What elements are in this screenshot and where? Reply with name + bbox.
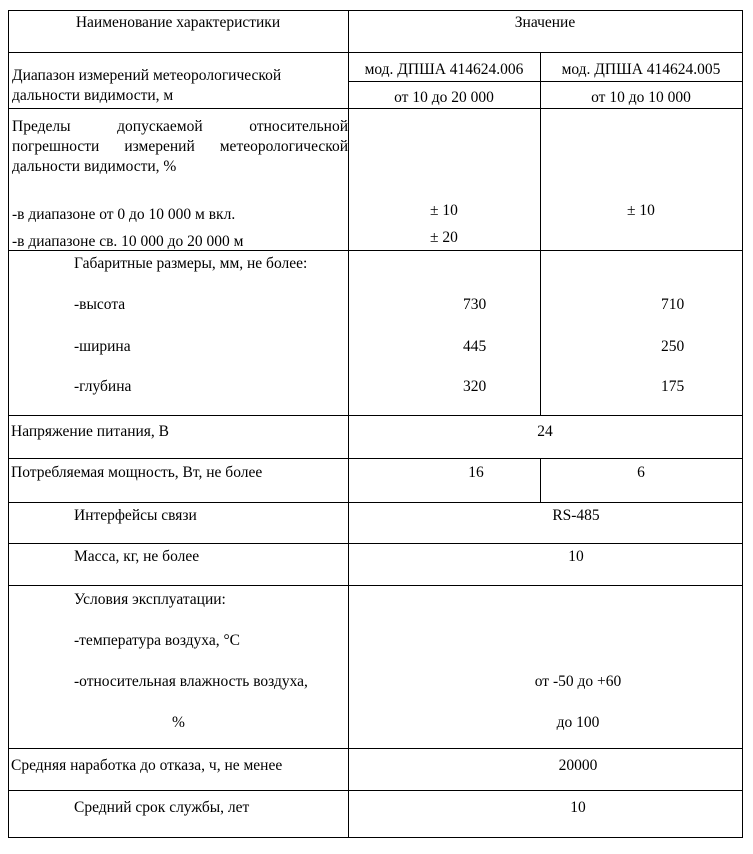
error-a-sub2: ± 20: [430, 229, 458, 246]
row-divider: [8, 458, 743, 459]
row-divider: [348, 81, 743, 82]
error-sub1-label: -в диапазоне от 0 до 10 000 м вкл.: [12, 206, 236, 223]
voltage-label: Напряжение питания, В: [11, 423, 170, 440]
error-label-line4: %: [163, 158, 177, 175]
error-b-sub1: ± 10: [627, 202, 655, 219]
mtbf-value: 20000: [558, 757, 598, 774]
conditions-temp-value: от -50 до +60: [534, 673, 622, 690]
range-value-b: от 10 до 10 000: [591, 89, 691, 106]
error-label-line3: метеорологической дальности видимости,: [12, 138, 349, 175]
range-value-a: от 10 до 20 000: [394, 89, 494, 106]
mass-label: Масса, кг, не более: [74, 548, 200, 565]
dimensions-depth-label: -глубина: [74, 378, 132, 395]
dimensions-height-label: -высота: [74, 296, 126, 313]
lifetime-value: 10: [570, 799, 586, 816]
conditions-label: Условия эксплуатации:: [74, 591, 226, 608]
row-divider: [8, 415, 743, 416]
dimensions-a-width: 445: [463, 338, 487, 355]
error-label-line1: Пределы допускаемой относительной: [12, 118, 348, 135]
voltage-value: 24: [537, 423, 553, 440]
row-divider: [8, 502, 743, 503]
interfaces-label: Интерфейсы связи: [74, 507, 197, 524]
error-label: [12, 117, 348, 177]
header-value-column: Значение: [514, 14, 576, 31]
row-divider: [8, 790, 743, 791]
row-divider: [8, 748, 743, 749]
mtbf-label: Средняя наработка до отказа, ч, не менее: [11, 757, 283, 774]
error-a-sub1: ± 10: [430, 202, 458, 219]
lifetime-label: Средний срок службы, лет: [74, 799, 250, 816]
model-b-name: мод. ДПША 414624.005: [561, 61, 721, 78]
dimensions-b-depth: 175: [661, 378, 685, 395]
row-divider: [8, 585, 743, 586]
conditions-humidity-unit: %: [172, 714, 185, 731]
conditions-humidity-label: -относительная влажность воздуха,: [74, 673, 308, 690]
dimensions-b-height: 710: [661, 296, 685, 313]
range-label-line1: Диапазон измерений метеорологической: [12, 67, 282, 84]
row-divider: [8, 108, 743, 109]
range-label-line2: дальности видимости, м: [12, 87, 174, 104]
dimensions-b-width: 250: [661, 338, 685, 355]
row-divider: [8, 543, 743, 544]
dimensions-a-depth: 320: [463, 378, 487, 395]
mass-value: 10: [568, 548, 584, 565]
table-border-bottom: [8, 837, 743, 838]
error-label-line2: погрешности измерений: [12, 138, 195, 155]
error-sub2-label: -в диапазоне св. 10 000 до 20 000 м: [12, 233, 244, 250]
table-border-left: [8, 10, 9, 838]
interfaces-value: RS-485: [552, 507, 600, 524]
header-name-column: Наименование характеристики: [75, 14, 281, 31]
power-label: Потребляемая мощность, Вт, не более: [11, 464, 263, 481]
dimensions-width-label: -ширина: [74, 338, 131, 355]
dimensions-label: Габаритные размеры, мм, не более:: [74, 255, 308, 272]
power-value-a: 16: [468, 464, 484, 481]
conditions-humidity-value: до 100: [556, 714, 600, 731]
table-border-top: [8, 10, 743, 11]
row-divider: [8, 52, 743, 53]
dimensions-a-height: 730: [463, 296, 487, 313]
conditions-temp-label: -температура воздуха, °С: [74, 632, 241, 649]
model-a-name: мод. ДПША 414624.006: [364, 61, 524, 78]
power-value-b: 6: [637, 464, 645, 481]
